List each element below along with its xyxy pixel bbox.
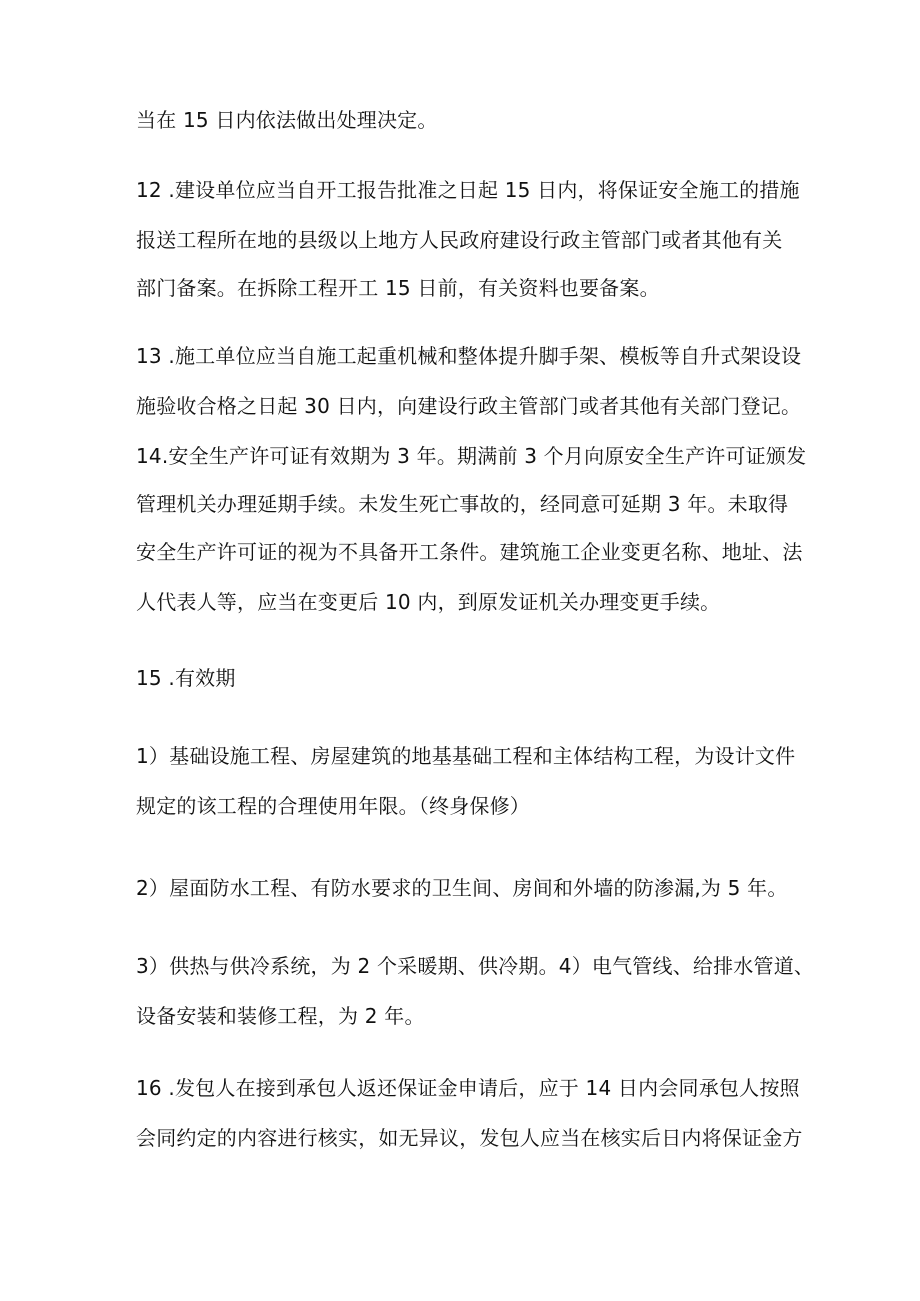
text-line: 报送工程所在地的县级以上地方人民政府建设行政主管部门或者其他有关 xyxy=(136,228,783,252)
text-line: 部门备案。在拆除工程开工 15 日前，有关资料也要备案。 xyxy=(136,276,660,300)
text-line: 当在 15 日内依法做出处理决定。 xyxy=(136,108,438,132)
text-line: 人代表人等，应当在变更后 10 内，到原发证机关办理变更手续。 xyxy=(136,590,721,614)
text-line: 13 .施工单位应当自施工起重机械和整体提升脚手架、模板等自升式架设设 xyxy=(136,344,802,368)
text-line: 安全生产许可证的视为不具备开工条件。建筑施工企业变更名称、地址、法 xyxy=(136,540,803,564)
text-line: 管理机关办理延期手续。未发生死亡事故的，经同意可延期 3 年。未取得 xyxy=(136,492,789,516)
text-line: 会同约定的内容进行核实，如无异议，发包人应当在核实后日内将保证金方 xyxy=(136,1126,803,1150)
text-line: 设备安装和装修工程，为 2 年。 xyxy=(136,1004,425,1028)
text-line: 14.安全生产许可证有效期为 3 年。期满前 3 个月向原安全生产许可证颁发 xyxy=(136,444,807,468)
text-line: 3）供热与供冷系统，为 2 个采暖期、供冷期。4）电气管线、给排水管道、 xyxy=(136,954,815,978)
text-line: 16 .发包人在接到承包人返还保证金申请后，应于 14 日内会同承包人按照 xyxy=(136,1076,800,1100)
text-line: 规定的该工程的合理使用年限。（终身保修） xyxy=(136,794,530,818)
text-line: 12 .建设单位应当自开工报告批准之日起 15 日内，将保证安全施工的措施 xyxy=(136,178,800,202)
section-heading: 15 .有效期 xyxy=(136,666,236,690)
text-line: 施验收合格之日起 30 日内，向建设行政主管部门或者其他有关部门登记。 xyxy=(136,394,802,418)
text-line: 1）基础设施工程、房屋建筑的地基基础工程和主体结构工程，为设计文件 xyxy=(136,744,796,768)
text-line: 2）屋面防水工程、有防水要求的卫生间、房间和外墙的防渗漏,为 5 年。 xyxy=(136,876,788,900)
